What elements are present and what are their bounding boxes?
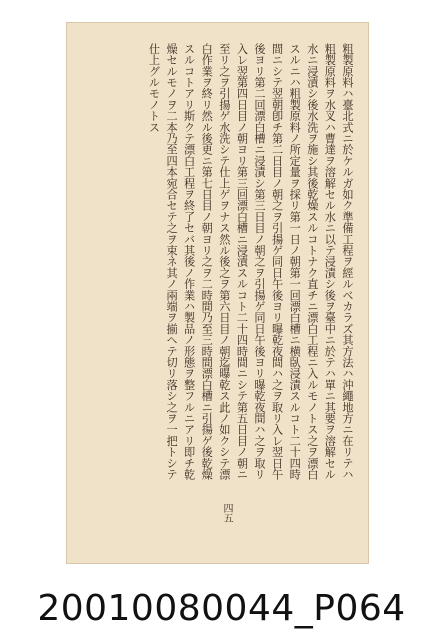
book-page: [66, 22, 369, 564]
image-caption: 20010080044_P064: [37, 588, 406, 629]
page-number: 四五: [221, 503, 232, 523]
body-text-vertical: 粗製原料ハ臺北式ニ於ケルガ如ク準備工程ヲ經ルベカラズ其方法ハ沖繩地方ニ在リテハ粗製原料ヲ水叉ハ曹達ヲ溶解セル水ニ以テ浸漬シ後ヲ臺中ニ於テハ單ニ其要ヲ溶解セル水ニ浸漬シ後水洗ヲ施シ其後乾燥スルコトナク直チニ漂白工程ニ入ルモノトス之ヲ漂白スルニハ粗製原料ノ所定量ヲ採リ第一日ノ朝第一回漂白槽ニ横臥浸漬スルコト二十四時間ニシテ翌朝卽チ第二日目ノ朝之ヲ引揚ゲ同日午後ヨリ曝乾夜間ハ之ヲ取リ入レ翌日午後ヨリ第二回漂白槽ニ浸漬シ第三日目ノ朝之ヲ引揚ゲ同日午後ヨリ曝乾夜間ハ之ヲ取リ入レ翌第四日目ノ朝ヨリ第三回漂白槽ニ浸漬スルコト二十四時間ニシテ第五日目ノ朝ニ至リ之ヲ引揚ゲ水洗シテ仕上ゲヲナス然ル後之ヲ第六日目ノ朝迄曝乾ス此ノ如クシテ漂白作業ヲ終リ然ル後更ニ第七日目ノ朝ヨリ之ヲ二時間乃至三時間漂白槽ニ引揚ゲ後乾燥スルコトアリ斯クテ漂白工程ヲ終了セバ其後ノ作業ハ製品ノ形態ヲ整フルニアリ即チ乾燥セルモノヲ二本乃至四本宛合セテ之ヲ束ネ其ノ兩端ヲ揃ヘテ切リ落シ之ヲ一把トシテ仕上グルモノトス: [147, 43, 354, 480]
